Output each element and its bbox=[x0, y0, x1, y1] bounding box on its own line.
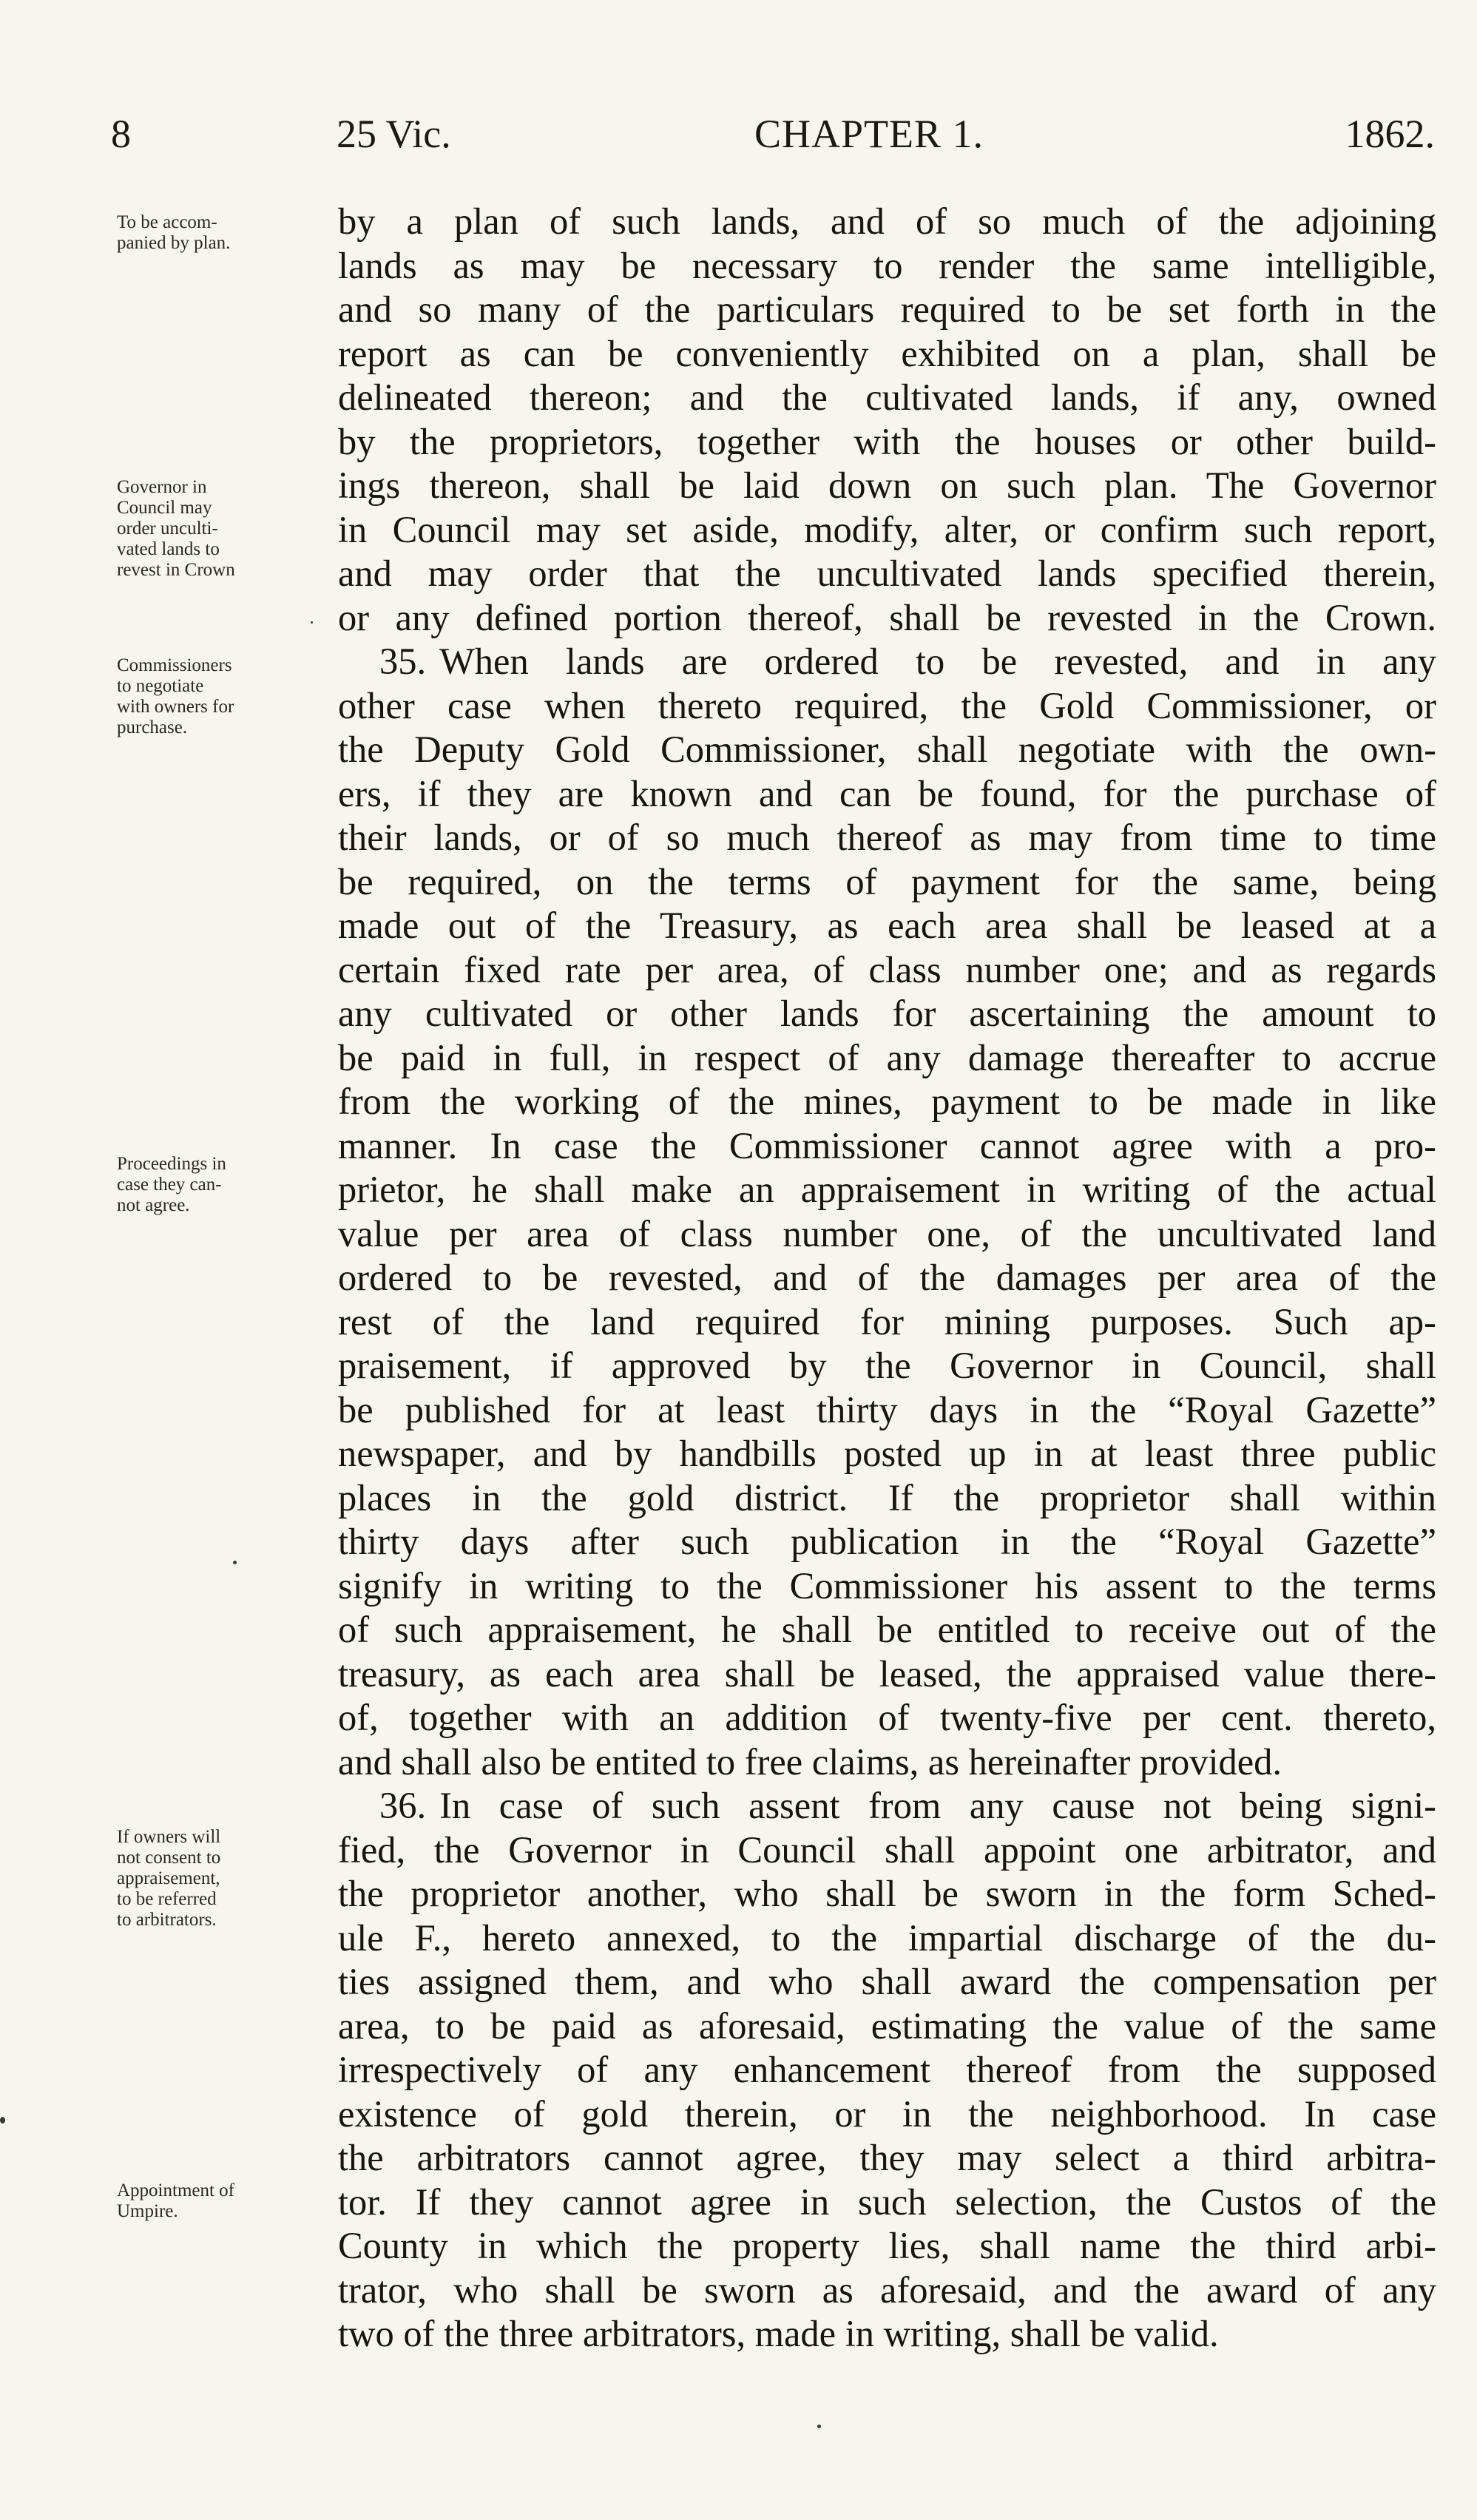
text-line: trator, who shall be sworn as aforesaid, and the award of any bbox=[338, 2269, 1436, 2311]
margin-note-negotiate-purchase: Commissioners to negotiate with owners for purchase. bbox=[117, 655, 234, 737]
year-label: 1862. bbox=[1345, 112, 1435, 156]
text-line: ule F., hereto annexed, to the impartial discharge of the du- bbox=[338, 1916, 1436, 1959]
text-line: prietor, he shall make an appraisement in writing of the actual bbox=[338, 1169, 1436, 1210]
text-line: fied, the Governor in Council shall appoint one arbitrator, and bbox=[338, 1828, 1436, 1871]
text-line: from the working of the mines, payment to be made in like bbox=[338, 1081, 1436, 1122]
text-line: other case when thereto required, the Gold Commissioner, or bbox=[338, 684, 1436, 726]
text-line: the proprietor another, who shall be sworn in the form Sched- bbox=[338, 1873, 1436, 1914]
text-line: irrespectively of any enhancement thereof from the supposed bbox=[338, 2049, 1436, 2090]
margin-note-umpire: Appointment of Umpire. bbox=[117, 2180, 235, 2221]
text-line: of, together with an addition of twenty-five per cent. thereto, bbox=[338, 1697, 1436, 1738]
text-line: existence of gold therein, or in the neighborhood. In case bbox=[338, 2092, 1436, 2135]
text-line: tor. If they cannot agree in such selection, the Custos of the bbox=[338, 2180, 1436, 2223]
session-label: 25 Vic. bbox=[337, 112, 451, 156]
text-line: newspaper, and by handbills posted up in at least three public bbox=[338, 1433, 1436, 1474]
text-line: rest of the land required for mining purposes. Such ap- bbox=[338, 1300, 1436, 1342]
text-line: and shall also be entited to free claims, as hereinafter provided. bbox=[338, 1740, 1282, 1783]
text-line: in Council may set aside, modify, alter, or confirm such report, bbox=[338, 508, 1436, 550]
text-line: ties assigned them, and who shall award the compensation per bbox=[338, 1961, 1436, 2002]
scan-speck bbox=[0, 2117, 5, 2124]
text-line: treasury, as each area shall be leased, the appraised value there- bbox=[338, 1652, 1436, 1695]
section-number: 36. bbox=[379, 1785, 427, 1826]
margin-note-revest-crown: Governor in Council may order unculti- vated lands to revest in Crown bbox=[117, 477, 235, 580]
text-line: by a plan of such lands, and of so much of the adjoining bbox=[338, 200, 1436, 242]
margin-note-plan: To be accom- panied by plan. bbox=[117, 212, 231, 253]
text-line: certain fixed rate per area, of class number one; and as regards bbox=[338, 948, 1436, 990]
text-line: and may order that the uncultivated lands specified therein, bbox=[338, 553, 1436, 594]
text-line: ers, if they are known and can be found, for the purchase of bbox=[338, 772, 1436, 814]
page-number: 8 bbox=[111, 112, 131, 156]
text-line: be required, on the terms of payment for the same, being bbox=[338, 860, 1436, 902]
scan-speck bbox=[233, 1561, 237, 1564]
text-line: area, to be paid as aforesaid, estimating the value of the same bbox=[338, 2004, 1436, 2047]
text-line: manner. In case the Commissioner cannot agree with a pro- bbox=[338, 1124, 1436, 1166]
margin-note-cannot-agree: Proceedings in case they can- not agree. bbox=[117, 1154, 226, 1215]
text-line: thirty days after such publication in the “Royal Gazette” bbox=[338, 1521, 1436, 1562]
text-line: County in which the property lies, shall name the third arbi- bbox=[338, 2225, 1436, 2266]
body-text bbox=[338, 200, 1436, 2357]
text-line: the Deputy Gold Commissioner, shall negotiate with the own- bbox=[338, 729, 1436, 770]
text-line: two of the three arbitrators, made in writing, shall be valid. bbox=[338, 2313, 1219, 2354]
text-line: their lands, or of so much thereof as may from time to time bbox=[338, 817, 1436, 858]
scan-speck bbox=[311, 621, 313, 624]
text-line: praisement, if approved by the Governor in Council, shall bbox=[338, 1345, 1436, 1386]
text-line: ings thereon, shall be laid down on such plan. The Governor bbox=[338, 465, 1436, 506]
text-line: be paid in full, in respect of any damage thereafter to accrue bbox=[338, 1036, 1436, 1078]
chapter-title: CHAPTER 1. bbox=[754, 112, 984, 156]
section-36 bbox=[338, 1784, 1436, 2357]
section-first-line bbox=[338, 1784, 1436, 1828]
section-first-line bbox=[338, 640, 1436, 684]
text-line: or any defined portion thereof, shall be revested in the Crown. bbox=[338, 596, 1436, 638]
section-number: 35. bbox=[379, 641, 427, 682]
text-line: When lands are ordered to be revested, and in any bbox=[439, 641, 1436, 682]
text-line: the arbitrators cannot agree, they may select a third arbitra- bbox=[338, 2137, 1436, 2178]
text-line: by the proprietors, together with the houses or other build- bbox=[338, 420, 1436, 462]
text-line: and so many of the particulars required to be set forth in the bbox=[338, 288, 1436, 330]
text-line: delineated thereon; and the cultivated lands, if any, owned bbox=[338, 376, 1436, 418]
margin-note-arbitrators: If owners will not consent to appraisement, to be referred to arbitrators. bbox=[117, 1827, 221, 1930]
text-line: any cultivated or other lands for ascertaining the amount to bbox=[338, 993, 1436, 1034]
text-line: places in the gold district. If the proprietor shall within bbox=[338, 1476, 1436, 1519]
text-line: ordered to be revested, and of the damages per area of the bbox=[338, 1257, 1436, 1298]
paragraph-continued bbox=[338, 200, 1436, 640]
text-line: of such appraisement, he shall be entitled to receive out of the bbox=[338, 1609, 1436, 1650]
text-line: In case of such assent from any cause not being signi- bbox=[439, 1785, 1436, 1826]
section-35 bbox=[338, 640, 1436, 1784]
text-line: made out of the Treasury, as each area shall be leased at a bbox=[338, 905, 1436, 946]
running-header bbox=[111, 111, 1435, 170]
text-line: signify in writing to the Commissioner his assent to the terms bbox=[338, 1564, 1436, 1607]
text-line: lands as may be necessary to render the same intelligible, bbox=[338, 244, 1436, 286]
text-line: value per area of class number one, of the uncultivated land bbox=[338, 1212, 1436, 1254]
text-line: be published for at least thirty days in the “Royal Gazette” bbox=[338, 1388, 1436, 1430]
text-line: report as can be conveniently exhibited on a plan, shall be bbox=[338, 332, 1436, 374]
scan-speck bbox=[817, 2425, 821, 2428]
